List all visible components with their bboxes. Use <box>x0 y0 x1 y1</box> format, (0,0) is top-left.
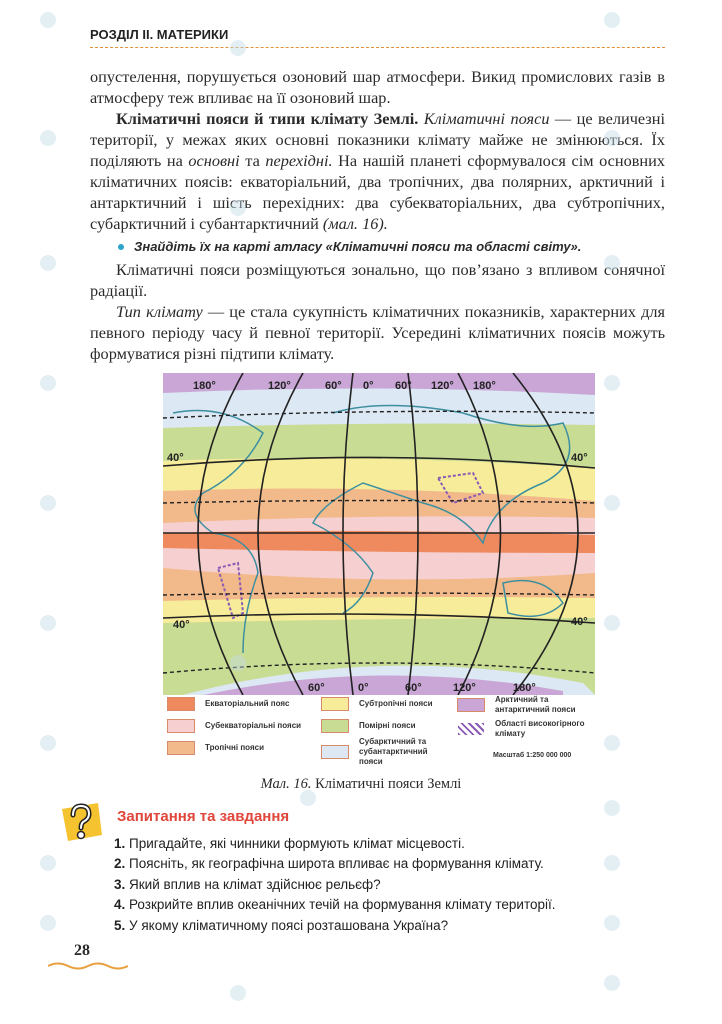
page-number: 28 <box>74 942 90 959</box>
climate-belts-map <box>163 373 595 695</box>
meridian-label: 180° <box>473 380 496 392</box>
paragraph-2 <box>90 108 665 234</box>
task-text: Знайдіть їх на карті атласу «Кліматичні пояси та області світу». <box>134 239 582 254</box>
text-span: — це стала сукупність кліматичних показників, характерних для певного періоду часу й певної території. Усередині кліматичних поясів можуть формуватися різні підтипи клімату. <box>90 302 665 363</box>
question-text: Пригадайте, які чинники формують клімат місцевості. <box>125 836 465 851</box>
watermark-logo-icon <box>40 130 56 146</box>
legend-item <box>167 719 317 733</box>
meridian-label: 60° <box>395 380 412 392</box>
text-span: — це величезні території, у межах яких основні показники клімату майже не змінюються. Їх поділяють на <box>90 109 665 170</box>
meridian-label: 60° <box>405 682 422 694</box>
legend-swatch <box>167 719 195 733</box>
question-item <box>114 916 556 936</box>
meridian-label: 120° <box>453 682 476 694</box>
meridian-label: 120° <box>431 380 454 392</box>
watermark-logo-icon <box>40 855 56 871</box>
question-number: 4. <box>114 897 126 913</box>
legend-swatch <box>321 719 349 733</box>
question-text: Поясніть, як географічна широта впливає на формування клімату. <box>125 856 544 872</box>
meridian-label: 60° <box>308 682 325 694</box>
question-text: У якому кліматичному поясі розташована Україна? <box>125 917 449 933</box>
bullet-icon <box>118 244 124 250</box>
question-item <box>114 895 556 915</box>
meridian-label: 0° <box>358 682 369 694</box>
questions-heading: Запитання та завдання <box>117 808 290 825</box>
term-main: основні <box>188 151 240 170</box>
question-text: Розкрийте вплив океанічних течій на формування клімату території. <box>125 897 556 913</box>
legend-swatch <box>321 697 349 711</box>
watermark-logo-icon <box>604 12 620 28</box>
watermark-logo-icon <box>604 615 620 631</box>
legend-label: Тропічні пояси <box>205 743 264 752</box>
watermark-logo-icon <box>230 985 246 1001</box>
question-number: 3. <box>114 876 126 892</box>
legend-swatch <box>321 745 349 759</box>
meridian-label: 0° <box>363 380 374 392</box>
figure-number: Мал. 16. <box>260 776 312 792</box>
question-item <box>114 854 556 874</box>
map-scale: Масштаб 1:250 000 000 <box>493 752 572 759</box>
figure-caption <box>0 776 722 793</box>
text-span: На нашій планеті сформувалося сім основних кліматичних поясів: екваторіальний, два тропічних, два полярних, арктичний і антарктичний і шість перехідних: два субекваторіальних, два субтропічних, субарктичний і субантарктичний <box>90 151 665 233</box>
question-text: Який вплив на клімат здійснює рельєф? <box>125 876 381 892</box>
question-number: 2. <box>114 856 126 872</box>
watermark-logo-icon <box>604 915 620 931</box>
term-climate-belts: Кліматичні пояси <box>423 109 550 128</box>
legend-label: Області високогірного клімату <box>495 719 585 738</box>
paragraph-1: опустелення, порушується озоновий шар атмосфери. Викид промислових газів в атмосферу теж впливає на її озоновий шар. <box>90 67 665 107</box>
legend-label: Субарктичний та субантарктичний пояси <box>359 737 428 766</box>
watermark-logo-icon <box>40 12 56 28</box>
parallel-label: 40° <box>571 452 588 464</box>
watermark-logo-icon <box>40 255 56 271</box>
parallel-label: 40° <box>167 452 184 464</box>
watermark-logo-icon <box>604 735 620 751</box>
legend-label: Помірні пояси <box>359 721 416 730</box>
watermark-logo-icon <box>40 495 56 511</box>
meridian-label: 180° <box>193 380 216 392</box>
section-heading: Кліматичні пояси й типи клімату Землі. <box>116 109 419 128</box>
legend-label: Субекваторіальні пояси <box>205 721 302 730</box>
legend-swatch-hatched <box>457 722 485 736</box>
question-number: 5. <box>114 917 126 933</box>
paragraph-4 <box>90 301 665 364</box>
watermark-logo-icon <box>604 375 620 391</box>
term-climate-type: Тип клімату <box>116 302 203 321</box>
watermark-logo-icon <box>604 975 620 991</box>
legend-item <box>321 719 451 733</box>
question-item <box>114 834 556 854</box>
watermark-logo-icon <box>40 375 56 391</box>
parallel-label: 40° <box>571 616 588 628</box>
term-transitional: перехідні. <box>265 151 333 170</box>
paragraph-3: Кліматичні пояси розміщуються зонально, що пов’язано з впливом сонячної радіації. <box>90 260 665 300</box>
figure-reference: (мал. 16). <box>322 214 388 233</box>
section-header: РОЗДІЛ ІІ. МАТЕРИКИ <box>90 27 665 48</box>
watermark-logo-icon <box>40 915 56 931</box>
question-mark-icon <box>58 799 104 845</box>
legend-label: Субтропічні пояси <box>359 699 433 708</box>
meridian-label: 120° <box>268 380 291 392</box>
parallel-label: 40° <box>173 619 190 631</box>
task-item <box>90 236 665 257</box>
questions-list <box>114 834 556 936</box>
legend-label: Екваторіальний пояс <box>205 699 290 708</box>
figure-title: Кліматичні пояси Землі <box>311 776 462 792</box>
legend-swatch <box>167 697 195 711</box>
watermark-logo-icon <box>604 495 620 511</box>
watermark-logo-icon <box>604 800 620 816</box>
legend-label: Арктичний та антарктичний пояси <box>495 695 576 714</box>
legend-item <box>321 737 451 767</box>
watermark-logo-icon <box>604 855 620 871</box>
meridian-label: 180° <box>513 682 536 694</box>
map-legend <box>163 695 603 765</box>
legend-item <box>457 719 597 739</box>
question-item <box>114 875 556 895</box>
legend-item <box>167 697 317 711</box>
legend-item <box>167 741 317 755</box>
body-text <box>90 66 665 364</box>
watermark-logo-icon <box>40 615 56 631</box>
text-span: та <box>239 151 266 170</box>
watermark-logo-icon <box>40 735 56 751</box>
legend-swatch <box>167 741 195 755</box>
page-ornament <box>48 961 128 971</box>
legend-item <box>457 695 597 715</box>
meridian-label: 60° <box>325 380 342 392</box>
legend-swatch <box>457 698 485 712</box>
question-number: 1. <box>114 836 126 851</box>
legend-item <box>321 697 451 711</box>
